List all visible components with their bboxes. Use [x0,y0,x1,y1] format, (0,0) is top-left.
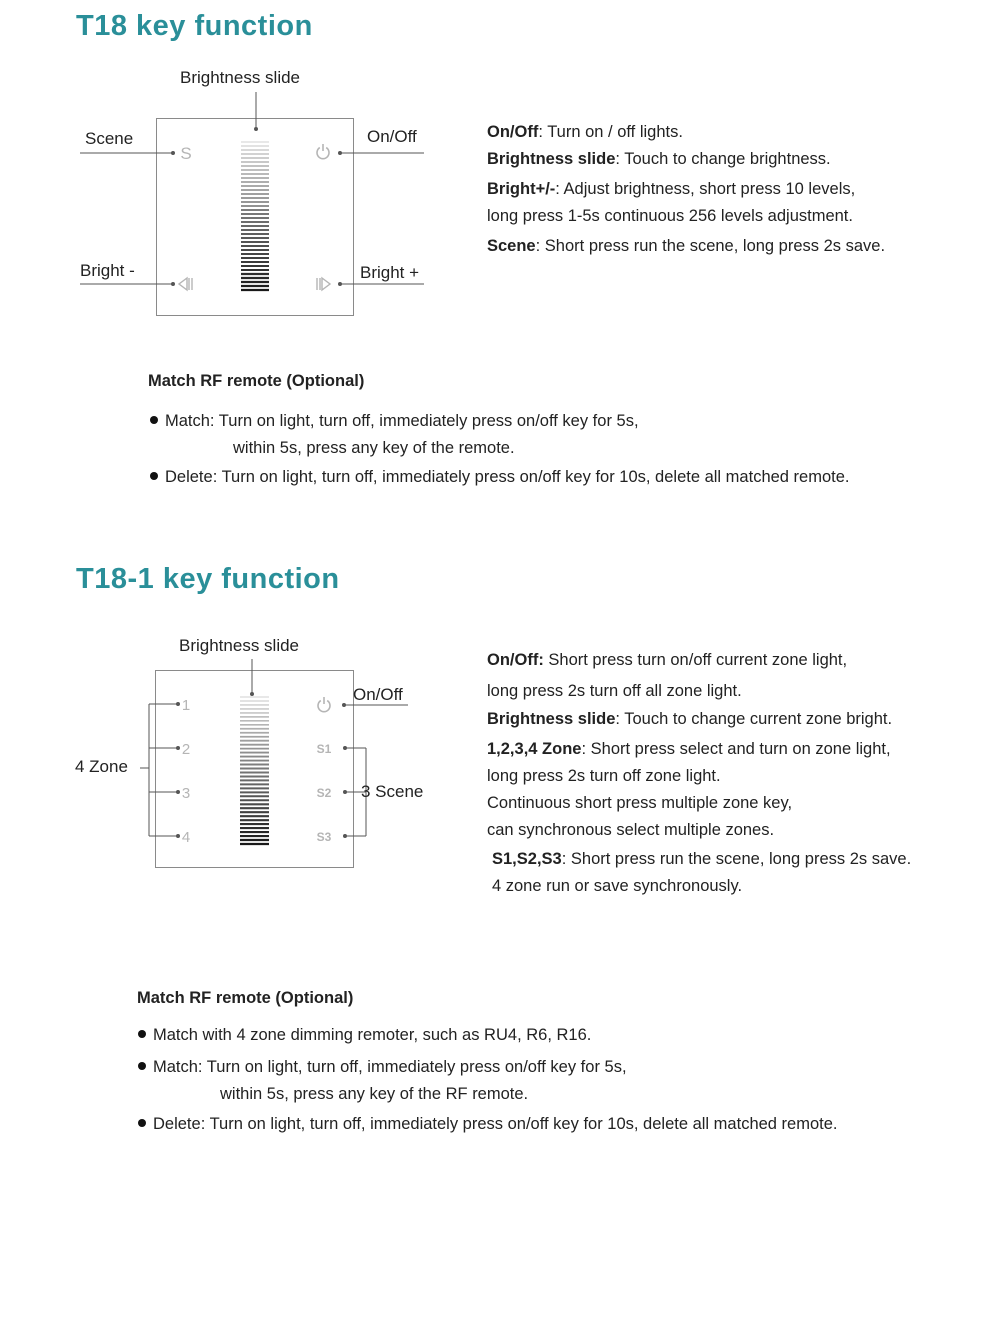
t18-1-match-bullet-cont: within 5s, press any key of the RF remote. [220,1085,529,1103]
bullet-dot [138,1119,146,1127]
t18-match-bullet: Match: Turn on light, turn off, immediately press on/off key for 5s, [150,412,639,431]
t18-1-onoff-label: On/Off [353,685,403,704]
t18-1-desc-multi-cont: can synchronous select multiple zones. [487,821,775,839]
t18-desc-bright-cont: long press 1-5s continuous 256 levels adjustment. [487,207,853,225]
scene-key: S1 [316,742,332,756]
t18-match-heading: Match RF remote (Optional) [148,372,365,390]
power-icon [318,697,330,712]
zone-group-label: 4 Zone [75,757,128,776]
t18-1-remoter-bullet: Match with 4 zone dimming remoter, such as RU4, R6, R16. [138,1026,591,1045]
t18-scene-label: Scene [85,129,134,148]
bullet-dot [138,1030,146,1038]
t18-1-match-bullet: Match: Turn on light, turn off, immediately press on/off key for 5s, [138,1058,627,1077]
bullet-dot [138,1062,146,1070]
zone-key: 1 [181,697,191,714]
zone-key: 4 [181,829,191,846]
t18-1-desc-zone-cont: long press 2s turn off zone light. [487,767,721,785]
t18-desc-slide: Brightness slide: Touch to change brightness. [487,150,831,168]
t18-onoff-label: On/Off [367,127,417,146]
t18-match-bullet-cont: within 5s, press any key of the remote. [233,439,515,457]
t18-1-desc-zone: 1,2,3,4 Zone: Short press select and turn on zone light, [487,740,891,758]
scene-key: S3 [316,830,332,844]
t18-1-desc-onoff-cont: long press 2s turn off all zone light. [487,682,742,700]
t18-1-match-heading: Match RF remote (Optional) [137,989,354,1007]
zone-key: 3 [181,785,191,802]
t18-title: T18 key function [76,10,313,42]
t18-1-brightness-slide-label: Brightness slide [179,636,300,655]
t18-1-desc-onoff: On/Off: Short press turn on/off current zone light, [487,651,848,669]
scene-key: S2 [316,786,332,800]
t18-1-delete-bullet: Delete: Turn on light, turn off, immediately press on/off key for 10s, delete all matched remote. [138,1115,838,1134]
t18-desc-scene: Scene: Short press run the scene, long press 2s save. [487,237,886,255]
t18-1-brightness-slider [240,697,269,844]
zone-key: 2 [181,741,191,758]
t18-scene-key: S [180,144,192,163]
t18-bright-plus-label: Bright + [360,263,420,282]
t18-1-desc-multi: Continuous short press multiple zone key, [487,794,793,812]
t18-1-title: T18-1 key function [76,563,340,595]
t18-1-desc-scene-cont: 4 zone run or save synchronously. [492,877,743,895]
t18-1-desc-slide: Brightness slide: Touch to change current zone bright. [487,710,893,728]
t18-desc-bright: Bright+/-: Adjust brightness, short press 10 levels, [487,180,856,198]
t18-bright-minus-label: Bright - [80,261,135,280]
t18-desc-onoff: On/Off: Turn on / off lights. [487,123,683,141]
t18-1-desc-scene: S1,S2,S3: Short press run the scene, long press 2s save. [492,850,912,868]
t18-delete-bullet: Delete: Turn on light, turn off, immediately press on/off key for 10s, delete all matched remote. [150,468,850,487]
scene-group-label: 3 Scene [361,782,424,801]
t18-brightness-slide-label: Brightness slide [180,68,301,87]
